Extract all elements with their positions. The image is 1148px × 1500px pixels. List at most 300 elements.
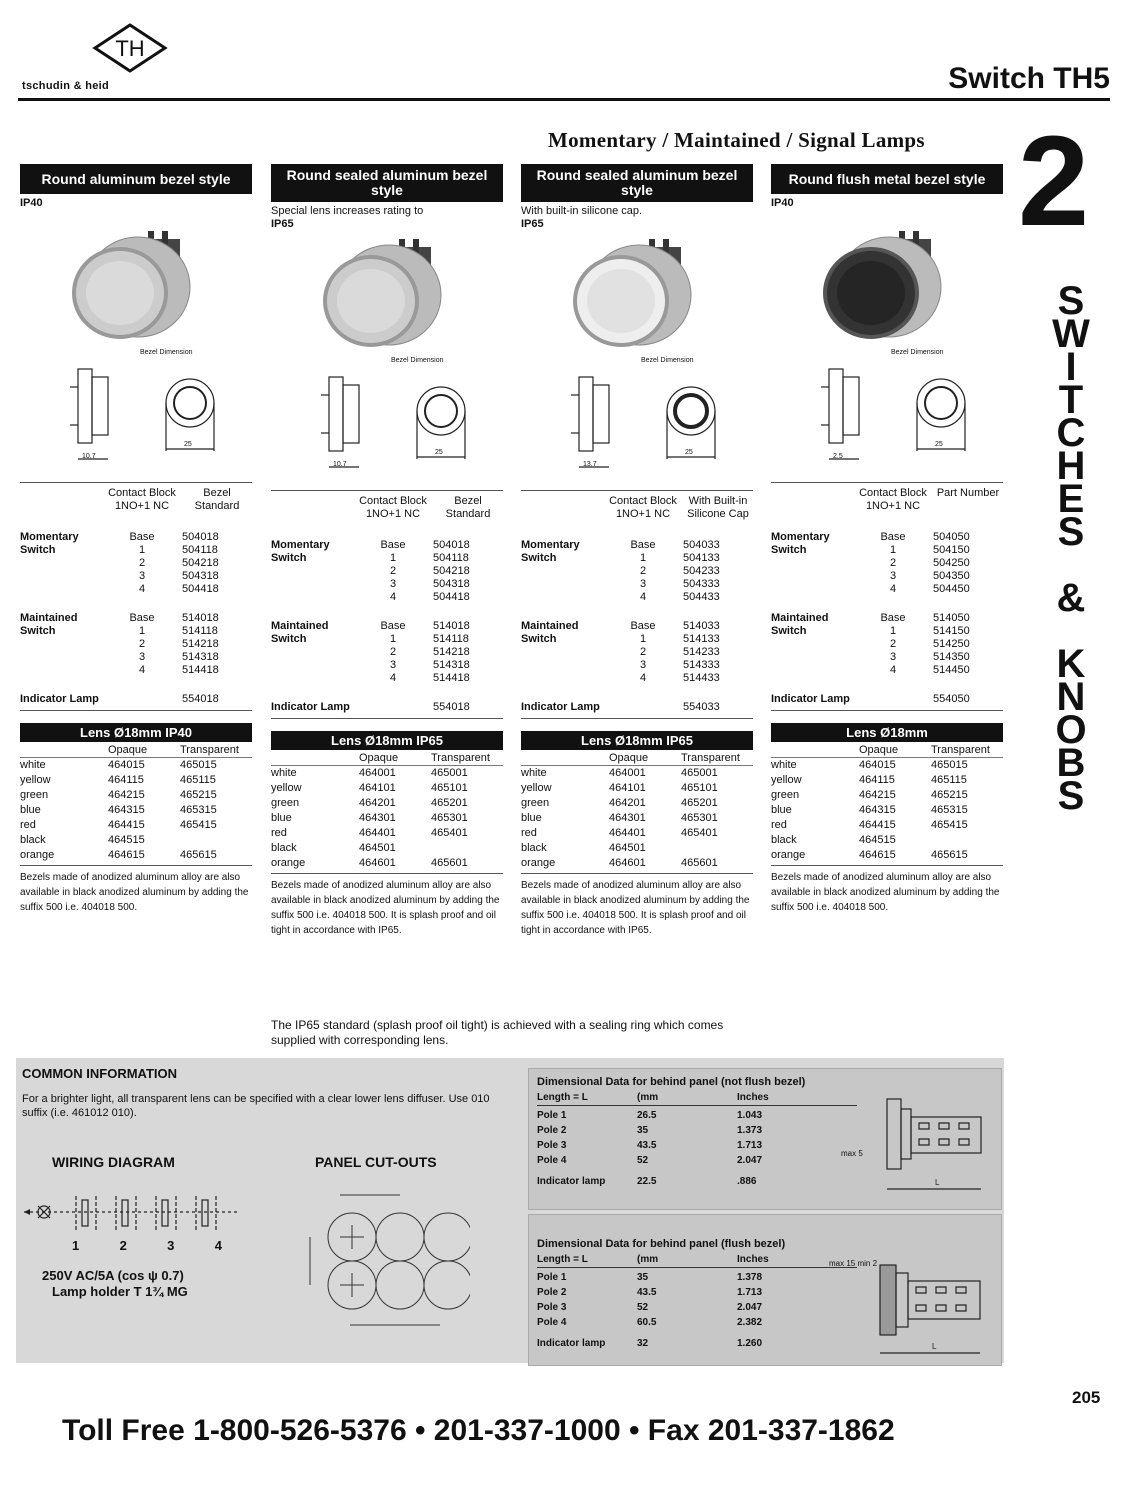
lens-transparent (431, 841, 503, 856)
maintained.parts-value: 514118 (182, 625, 218, 637)
momentary.parts-value: 504233 (683, 565, 720, 577)
lens-row (771, 758, 1003, 773)
lens-color: white (271, 767, 297, 779)
vertical-title-letter: I (1065, 345, 1077, 389)
lens-row (20, 803, 252, 818)
wiring-pole-numbers (72, 1238, 222, 1253)
bezel-dimension-drawing (20, 347, 252, 482)
product-column (771, 164, 1003, 915)
lens-opaque: 464401 (609, 827, 646, 839)
lens-opaque: 464201 (609, 797, 646, 809)
indicator-lamp-row (20, 693, 252, 705)
maintained.parts-value: 514333 (683, 659, 720, 671)
lens-transparent: 465415 (180, 819, 217, 831)
momentary-label: Momentary Switch (271, 539, 330, 564)
lens-transparent: 465001 (431, 767, 468, 779)
momentary.blocks-value: 3 (138, 570, 146, 582)
wiring-rating-line-2: Lamp holder T 1¾ MG (52, 1284, 188, 1299)
dim-table-row: Pole 2 35 1.373 (537, 1125, 763, 1136)
lens-transparent: 465101 (431, 782, 468, 794)
indicator-lamp-row (771, 693, 1003, 705)
lens-transparent (180, 833, 252, 848)
indicator-label: Indicator Lamp (20, 693, 99, 705)
momentary.parts-value: 504450 (933, 583, 970, 595)
spec-table-header (771, 482, 1003, 527)
panel-cutouts-diagram (300, 1185, 470, 1340)
maintained.blocks-value: 3 (889, 651, 897, 663)
lens-heading: Lens Ø18mm IP40 (20, 723, 252, 742)
maintained.parts-value: 514450 (933, 664, 970, 676)
momentary.blocks-value: Base (630, 539, 656, 551)
indicator-label: Indicator Lamp (521, 701, 600, 713)
lens-color: orange (20, 849, 55, 861)
dim-table-row: Pole 3 43.5 1.713 (537, 1140, 763, 1151)
maintained.blocks-value: 1 (138, 625, 146, 637)
pole-number: 1 (72, 1238, 80, 1253)
lens-row (20, 758, 252, 773)
lens-row (521, 856, 753, 871)
lens-table-header (771, 742, 1003, 758)
spec-col-contact: Contact Block 1NO+1 NC (359, 495, 427, 520)
momentary.parts-value: 504250 (933, 557, 970, 569)
lens-row (521, 826, 753, 841)
bezel-note: Bezels made of anodized aluminum alloy are also available in black anodized aluminum by adding the suffix 500 i.e. 404018 500. (771, 872, 1000, 913)
spec-col-part: Bezel Standard (445, 495, 491, 520)
spec-col-contact: Contact Block 1NO+1 NC (108, 487, 176, 512)
lens-table-header (521, 750, 753, 766)
company-logo (92, 22, 168, 79)
lens-opaque: 464615 (859, 849, 896, 861)
momentary.parts-value: 504418 (433, 591, 470, 603)
vertical-title-letter: C (1056, 411, 1086, 455)
spec-col-contact: Contact Block 1NO+1 NC (859, 487, 927, 512)
dim-not-flush-panel (528, 1068, 1002, 1210)
bezel-depth: 13.7 (583, 461, 597, 468)
momentary.blocks-value: 4 (389, 591, 397, 603)
maintained.blocks-value: Base (630, 620, 656, 632)
maintained.parts-value: 514050 (933, 612, 970, 624)
maintained.blocks-value: 1 (639, 633, 647, 645)
switch-photo (20, 227, 252, 347)
bezel-depth: 10.7 (82, 453, 96, 460)
lens-color: blue (521, 812, 542, 824)
vertical-title-letter: B (1056, 741, 1086, 785)
maintained.blocks-value: 3 (389, 659, 397, 671)
rating-ip: IP40 (771, 197, 794, 209)
dim-flush-title: Dimensional Data for behind panel (flush bezel) (537, 1238, 786, 1250)
lens-row (521, 781, 753, 796)
lens-transparent: 465601 (681, 857, 718, 869)
indicator-lamp-row (271, 701, 503, 713)
maintained.blocks-value: 2 (389, 646, 397, 658)
switch-photo (271, 235, 503, 355)
momentary.blocks-value: 1 (889, 544, 897, 556)
lens-table-header (271, 750, 503, 766)
lens-color: green (20, 789, 49, 801)
lens-color: black (771, 834, 797, 846)
product-column (271, 164, 503, 938)
lens-color: green (271, 797, 300, 809)
indicator-part: 554018 (433, 701, 470, 713)
vertical-title-letter: W (1052, 312, 1090, 356)
column-rating (20, 197, 252, 225)
momentary.blocks-value: 1 (389, 552, 397, 564)
momentary.blocks-value: 2 (889, 557, 897, 569)
lens-row (771, 833, 1003, 848)
dim-not-flush-indicator-row: Indicator lamp 22.5 .886 (537, 1176, 757, 1187)
lens-opaque: 464615 (108, 849, 145, 861)
pole-number: 4 (214, 1238, 222, 1253)
spec-table-header (20, 482, 252, 527)
lens-transparent: 465201 (431, 797, 468, 809)
maintained-label: Maintained Switch (771, 612, 829, 637)
dim-flush-panel (528, 1214, 1002, 1366)
lens-opaque: 464001 (609, 767, 646, 779)
lens-row (521, 811, 753, 826)
dim-flush-note: max 15 min 2 (829, 1259, 878, 1268)
rating-ip: IP65 (521, 218, 544, 230)
maintained-label: Maintained Switch (20, 612, 78, 637)
momentary.parts-value: 504050 (933, 531, 970, 543)
lens-color: black (271, 842, 297, 854)
switch-photo (521, 235, 753, 355)
chapter-number: 2 (1018, 110, 1090, 253)
momentary.parts-value: 504118 (433, 552, 469, 564)
wiring-rating (42, 1268, 188, 1300)
lens-color: blue (271, 812, 292, 824)
chapter-vertical-title (1040, 279, 1102, 818)
lens-transparent: 465215 (931, 789, 968, 801)
momentary-label: Momentary Switch (771, 531, 830, 556)
lens-transparent: 465401 (431, 827, 468, 839)
lens-row (271, 796, 503, 811)
maintained.parts-value: 514418 (182, 664, 219, 676)
lens-heading: Lens Ø18mm (771, 723, 1003, 742)
lens-row (271, 856, 503, 871)
lens-opaque: 464601 (359, 857, 396, 869)
bezel-dimension-drawing (771, 347, 1003, 482)
lens-transparent: 465615 (180, 849, 217, 861)
momentary-label: Momentary Switch (20, 531, 79, 556)
maintained.parts-value: 514018 (433, 620, 470, 632)
column-heading: Round aluminum bezel style (20, 164, 252, 194)
lens-transparent: 465201 (681, 797, 718, 809)
lens-transparent (931, 833, 1003, 848)
lens-transparent (681, 841, 753, 856)
section-subheading: Momentary / Maintained / Signal Lamps (548, 128, 925, 152)
lens-transparent-header: Transparent (180, 744, 239, 756)
lens-opaque: 464401 (359, 827, 396, 839)
lens-row (771, 773, 1003, 788)
common-info-text: For a brighter light, all transparent lens can be specified with a clear lower lens diffuser. Use 010 suffix (i.e. 461012 010). (22, 1093, 490, 1119)
lens-color: blue (771, 804, 792, 816)
vertical-title-letter: E (1057, 477, 1085, 521)
lens-transparent-header: Transparent (681, 752, 740, 764)
rating-ip: IP40 (20, 197, 43, 209)
dim-table-row: Pole 2 43.5 1.713 (537, 1287, 763, 1298)
lens-opaque-header: Opaque (359, 752, 399, 764)
maintained.parts-value: 514433 (683, 672, 720, 684)
dim-not-flush-l: L (935, 1178, 940, 1187)
momentary.parts-value: 504133 (683, 552, 720, 564)
dim-not-flush-header: Length = L (mm Inches (537, 1090, 857, 1106)
bezel-depth: 2.5 (833, 453, 843, 460)
indicator-label: Indicator Lamp (271, 701, 350, 713)
lens-transparent: 465115 (931, 774, 967, 786)
maintained.parts-value: 514218 (182, 638, 219, 650)
lens-opaque: 464601 (609, 857, 646, 869)
lens-transparent: 465315 (931, 804, 968, 816)
lens-row (20, 848, 252, 863)
momentary.parts-value: 504318 (433, 578, 470, 590)
lens-row (20, 773, 252, 788)
lens-transparent: 465115 (180, 774, 216, 786)
momentary-label: Momentary Switch (521, 539, 580, 564)
momentary.parts-value: 504333 (683, 578, 720, 590)
maintained.parts-value: 514350 (933, 651, 970, 663)
lens-row (521, 796, 753, 811)
momentary.blocks-value: 3 (389, 578, 397, 590)
lens-transparent: 465401 (681, 827, 718, 839)
lens-opaque: 464201 (359, 797, 396, 809)
wiring-switch-block (122, 1200, 128, 1226)
dim-flush-header: Length = L (mm Inches (537, 1252, 857, 1268)
company-name: tschudin & heid (22, 80, 109, 92)
lens-opaque: 464515 (859, 834, 896, 846)
momentary.parts-value: 504018 (182, 531, 219, 543)
lens-heading: Lens Ø18mm IP65 (271, 731, 503, 750)
wiring-switch-block (82, 1200, 88, 1226)
dim-table-row: Pole 3 52 2.047 (537, 1302, 763, 1313)
maintained.blocks-value: 4 (138, 664, 146, 676)
column-heading: Round flush metal bezel style (771, 164, 1003, 194)
lens-row (771, 803, 1003, 818)
lens-row (271, 781, 503, 796)
maintained.blocks-value: Base (380, 620, 406, 632)
momentary-block (521, 539, 753, 604)
lens-opaque: 464315 (108, 804, 145, 816)
column-rating (271, 205, 503, 233)
lens-opaque-header: Opaque (859, 744, 899, 756)
lens-opaque: 464215 (859, 789, 896, 801)
spec-col-contact: Contact Block 1NO+1 NC (609, 495, 677, 520)
lens-opaque: 464301 (359, 812, 396, 824)
lens-heading: Lens Ø18mm IP65 (521, 731, 753, 750)
spec-col-part: Bezel Standard (194, 487, 240, 512)
lens-opaque: 464001 (359, 767, 396, 779)
product-column (521, 164, 753, 938)
momentary-block (20, 531, 252, 596)
lens-color: green (771, 789, 800, 801)
maintained.parts-value: 514118 (433, 633, 469, 645)
rating-text: Special lens increases rating to (271, 205, 424, 217)
momentary.parts-value: 504150 (933, 544, 970, 556)
maintained.blocks-value: 4 (889, 664, 897, 676)
lens-row (271, 841, 503, 856)
lens-color: yellow (271, 782, 302, 794)
momentary.parts-value: 504218 (433, 565, 470, 577)
momentary.parts-value: 504433 (683, 591, 720, 603)
spec-table-header (271, 490, 503, 535)
maintained-block (771, 612, 1003, 677)
bezel-dimension-label: Bezel Dimension (641, 357, 694, 364)
dim-table-row: Pole 4 52 2.047 (537, 1155, 763, 1166)
lens-transparent: 465001 (681, 767, 718, 779)
maintained.blocks-value: Base (880, 612, 906, 624)
vertical-title-letter: S (1057, 774, 1085, 818)
bezel-dimension-label: Bezel Dimension (891, 349, 944, 356)
lens-opaque: 464101 (609, 782, 646, 794)
bezel-dimension-label: Bezel Dimension (140, 349, 193, 356)
spec-col-part: Part Number (936, 487, 1000, 499)
maintained.blocks-value: 2 (639, 646, 647, 658)
pole-number: 2 (119, 1238, 127, 1253)
maintained.parts-value: 514218 (433, 646, 470, 658)
lens-transparent: 465301 (681, 812, 718, 824)
column-heading: Round sealed aluminum bezel style (521, 164, 753, 202)
lens-transparent-header: Transparent (931, 744, 990, 756)
lens-row (771, 818, 1003, 833)
dim-flush-drawing (874, 1255, 994, 1360)
indicator-label: Indicator Lamp (771, 693, 850, 705)
column-rating (521, 205, 753, 233)
maintained-block (521, 620, 753, 685)
momentary.blocks-value: 2 (138, 557, 146, 569)
lens-transparent: 465301 (431, 812, 468, 824)
momentary.blocks-value: 1 (138, 544, 146, 556)
bezel-note: Bezels made of anodized aluminum alloy are also available in black anodized aluminum by adding the suffix 500 i.e. 404018 500. (20, 872, 249, 913)
wiring-diagram-title: WIRING DIAGRAM (52, 1154, 175, 1170)
lens-color: white (521, 767, 547, 779)
momentary.parts-value: 504418 (182, 583, 219, 595)
vertical-title-letter: & (1056, 576, 1086, 620)
lens-transparent: 465601 (431, 857, 468, 869)
maintained.blocks-value: 3 (639, 659, 647, 671)
momentary.blocks-value: 4 (138, 583, 146, 595)
lens-color: red (771, 819, 787, 831)
product-column (20, 164, 252, 915)
maintained.parts-value: 514418 (433, 672, 470, 684)
bezel-dimension-drawing (271, 355, 503, 490)
lens-opaque: 464015 (108, 759, 145, 771)
lens-color: black (20, 834, 46, 846)
lens-opaque: 464501 (359, 842, 396, 854)
bezel-dimension-drawing (521, 355, 753, 490)
indicator-lamp-row (521, 701, 753, 713)
lens-opaque: 464101 (359, 782, 396, 794)
maintained.parts-value: 514018 (182, 612, 219, 624)
vertical-title-letter: K (1056, 642, 1086, 686)
spec-col-part: With Built-in Silicone Cap (687, 495, 749, 520)
contact-footer: Toll Free 1-800-526-5376 • 201-337-1000 • Fax 201-337-1862 (62, 1414, 895, 1447)
lens-transparent-header: Transparent (431, 752, 490, 764)
lens-row (271, 826, 503, 841)
maintained.blocks-value: 4 (639, 672, 647, 684)
momentary.blocks-value: 3 (639, 578, 647, 590)
dim-flush-l: L (932, 1342, 937, 1351)
bezel-note: Bezels made of anodized aluminum alloy are also available in black anodized aluminum by adding the suffix 500 i.e. 404018 500. It is splash proof and oil tight in accordance with IP65. (271, 880, 500, 936)
momentary.blocks-value: 1 (639, 552, 647, 564)
maintained.blocks-value: 1 (889, 625, 897, 637)
vertical-title-letter: N (1056, 675, 1086, 719)
dim-flush-indicator-row: Indicator lamp 32 1.260 (537, 1338, 763, 1349)
lens-transparent: 465015 (931, 759, 968, 771)
lens-row (20, 818, 252, 833)
lens-opaque: 464115 (859, 774, 895, 786)
lens-opaque: 464515 (108, 834, 145, 846)
bezel-diameter: 25 (935, 441, 943, 448)
lens-row (271, 766, 503, 781)
page-title: Switch TH5 (948, 62, 1110, 95)
maintained.blocks-value: 3 (138, 651, 146, 663)
logo-letters: TH (115, 36, 145, 61)
lens-transparent: 465015 (180, 759, 217, 771)
momentary.parts-value: 504350 (933, 570, 970, 582)
dim-not-flush-title: Dimensional Data for behind panel (not flush bezel) (537, 1076, 806, 1088)
dim-table-row: Pole 1 26.5 1.043 (537, 1110, 763, 1121)
momentary-block (771, 531, 1003, 596)
momentary.blocks-value: 4 (889, 583, 897, 595)
momentary.blocks-value: Base (129, 531, 155, 543)
momentary.blocks-value: Base (880, 531, 906, 543)
maintained.parts-value: 514318 (433, 659, 470, 671)
lens-transparent: 465215 (180, 789, 217, 801)
maintained.parts-value: 514033 (683, 620, 720, 632)
vertical-title-letter: O (1055, 708, 1087, 752)
maintained-label: Maintained Switch (271, 620, 329, 645)
lens-opaque: 464415 (859, 819, 896, 831)
lens-row (771, 848, 1003, 863)
bezel-dimension-label: Bezel Dimension (391, 357, 444, 364)
lens-color: black (521, 842, 547, 854)
lens-color: yellow (521, 782, 552, 794)
lens-opaque: 464301 (609, 812, 646, 824)
vertical-title-letter: T (1058, 378, 1084, 422)
lens-row (20, 788, 252, 803)
lens-row (771, 788, 1003, 803)
lens-row (521, 841, 753, 856)
dim-table-row: Pole 4 60.5 2.382 (537, 1317, 763, 1328)
lens-color: red (521, 827, 537, 839)
lens-color: red (20, 819, 36, 831)
lens-color: yellow (771, 774, 802, 786)
vertical-title-letter: S (1057, 279, 1085, 323)
maintained.parts-value: 514250 (933, 638, 970, 650)
lens-row (20, 833, 252, 848)
maintained.blocks-value: 2 (889, 638, 897, 650)
header-divider (18, 98, 1110, 101)
lens-opaque: 464415 (108, 819, 145, 831)
maintained.blocks-value: Base (129, 612, 155, 624)
indicator-part: 554018 (182, 693, 219, 705)
lens-color: white (20, 759, 46, 771)
momentary.parts-value: 504118 (182, 544, 218, 556)
momentary.blocks-value: 4 (639, 591, 647, 603)
lens-color: yellow (20, 774, 51, 786)
maintained-block (20, 612, 252, 677)
rating-ip: IP65 (271, 218, 294, 230)
dim-not-flush-drawing (879, 1079, 994, 1204)
maintained.parts-value: 514233 (683, 646, 720, 658)
lens-opaque: 464501 (609, 842, 646, 854)
momentary.parts-value: 504318 (182, 570, 219, 582)
maintained.parts-value: 514318 (182, 651, 219, 663)
momentary.parts-value: 504018 (433, 539, 470, 551)
lens-opaque: 464015 (859, 759, 896, 771)
lens-row (271, 811, 503, 826)
momentary.parts-value: 504033 (683, 539, 720, 551)
bezel-diameter: 25 (685, 449, 693, 456)
